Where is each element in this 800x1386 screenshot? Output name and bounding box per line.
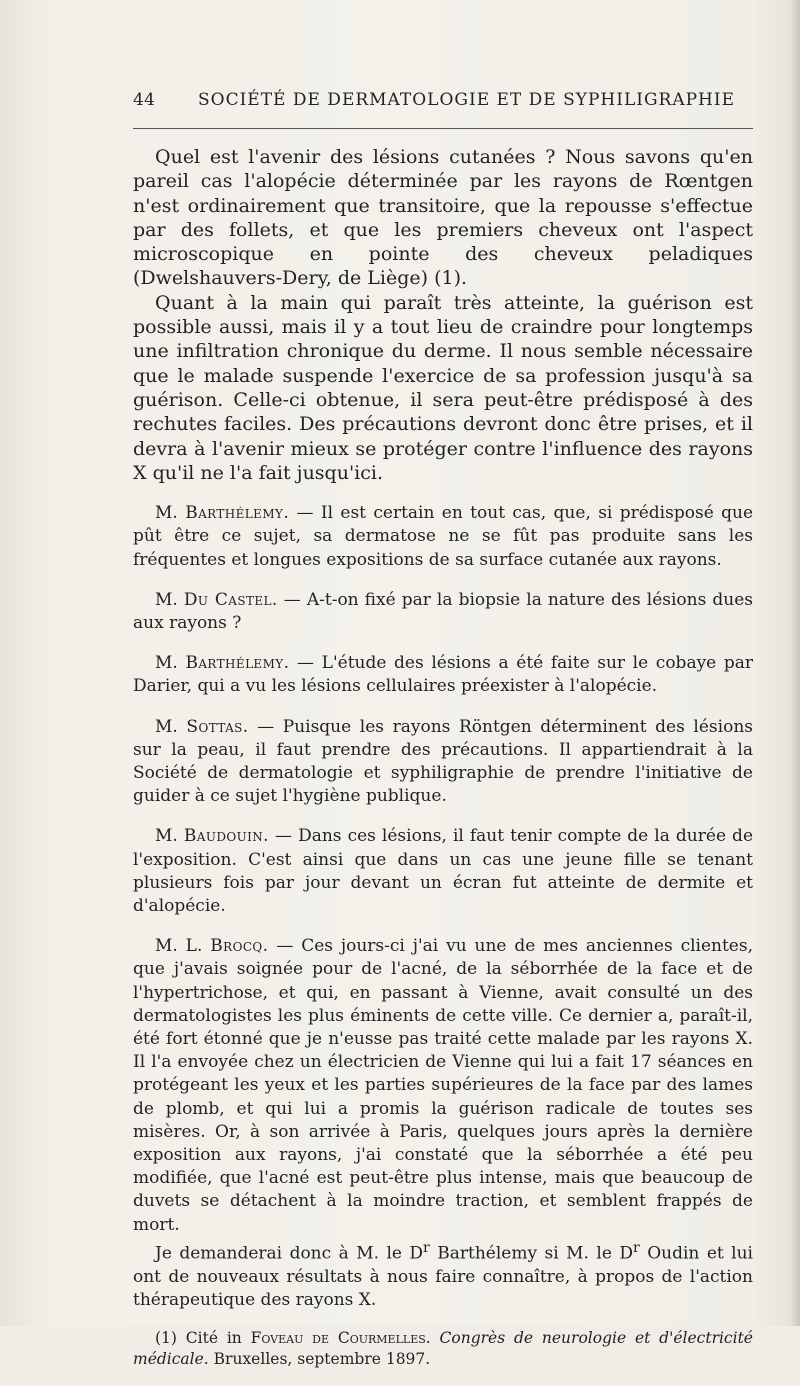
speaker-name: Barthélemy. [185,503,290,524]
speaker-name: Baudouin. [183,826,269,847]
speech-brocq-continued: Je demanderai donc à M. le $D^r$ Barthélemy si M. le $D^r$ Oudin et lui ont de nouveaux résultats à nous faire connaître, à propos de l'action thérapeutique des rayons X. [133,1239,753,1310]
header-rule [133,128,753,129]
speech-du-castel: M. Du Castel. — A-t-on fixé par la biopsie la nature des lésions dues aux rayons ? [133,589,753,633]
speaker-name: Brocq. [210,936,269,957]
speech-barthelemy-1: M. Barthélemy. — Il est certain en tout cas, que, si prédisposé que pût être ce sujet, sa dermatose ne se fût pas produite sans les fréquentes et longues expositions de sa surface cutanée aux rayons. [133,503,754,570]
paragraph-main: Quant à la main qui paraît très atteinte, la guérison est possible aussi, mais il y a tout lieu de craindre pour longtemps une infiltration chronique du derme. Il nous semble nécessaire que le malade suspende l'exercice de sa profession jusqu'à sa guérison. Celle-ci obtenue, il sera peut-être prédisposé à des rechutes faciles. Des précautions devront donc être prises, et il devra à l'avenir mieux se protéger contre l'influence des rayons X qu'il ne l'a fait jusqu'ici. [133,291,753,484]
speech-barthelemy-2: M. Barthélemy. — L'étude des lésions a été faite sur le cobaye par Darier, qui a vu les lésions cellulaires préexister à l'alopécie. [133,653,754,697]
speaker-name: Barthélemy. [185,653,290,674]
paragraph-avenir: Quel est l'avenir des lésions cutanées ? Nous savons qu'en pareil cas l'alopécie déterminée par les rayons de Rœntgen n'est ordinairement que transitoire, que la repousse s'effectue par des follets, et que les premiers cheveux ont l'aspect microscopique en pointe des cheveux peladiques (Dwelshauvers-Dery, de Liège) (1). [133,146,753,290]
footnote-title: Congrès de neurologie et d'électricité médicale. [133,1329,753,1369]
running-title: SOCIÉTÉ DE DERMATOLOGIE ET DE SYPHILIGRAPHIE [198,90,736,110]
speaker-name: Sottas. [186,716,249,737]
speaker-name: Du Castel. [183,589,278,610]
footnote-author: Foveau de Courmelles. [250,1329,431,1348]
speech-brocq: M. L. Brocq. — Ces jours-ci j'ai vu une de mes anciennes clientes, que j'avais soignée pour de l'acné, de la séborrhée de la face et de l'hypertrichose, et qui, en passant à Vienne, avait consulté un des dermatologistes les plus éminents de cette ville. Ce dernier a, paraît-il, été fort étonné que je n'eusse pas traité cette malade par les rayons X. Il l'a envoyée chez un électricien de Vienne qui lui a fait 17 séances en protégeant les yeux et les parties supérieures de la face par des lames de plomb, et qui lui a promis la guérison radicale de toutes ses misères. Or, à son arrivée à Paris, quelques jours après la dernière exposition aux rayons, j'ai constaté que la séborrhée a été peu modifiée, que l'acné est peut-être plus intense, mais que beaucoup de duvets se détachent à la moindre traction, et semblent frappés de mort. [133,936,753,1235]
footnote: (1) Cité in Foveau de Courmelles. Congrès de neurologie et d'électricité médicale. Bruxelles, septembre 1897. [133,1329,753,1369]
page-header [133,90,753,118]
page-number: 44 [133,90,156,110]
page-edge-shadow [790,0,800,1326]
page-body [133,145,753,1386]
speech-baudouin: M. Baudouin. — Dans ces lésions, il faut tenir compte de la durée de l'exposition. C'est ainsi que dans un cas une jeune fille se tenant plusieurs fois par jour devant un écran fut atteinte de dermite et d'alopécie. [133,826,753,916]
speech-sottas: M. Sottas. — Puisque les rayons Röntgen déterminent des lésions sur la peau, il faut prendre des précautions. Il appartiendrait à la Société de dermatologie et syphiligraphie de prendre l'initiative de guider à ce sujet l'hygiène publique. [133,716,753,807]
